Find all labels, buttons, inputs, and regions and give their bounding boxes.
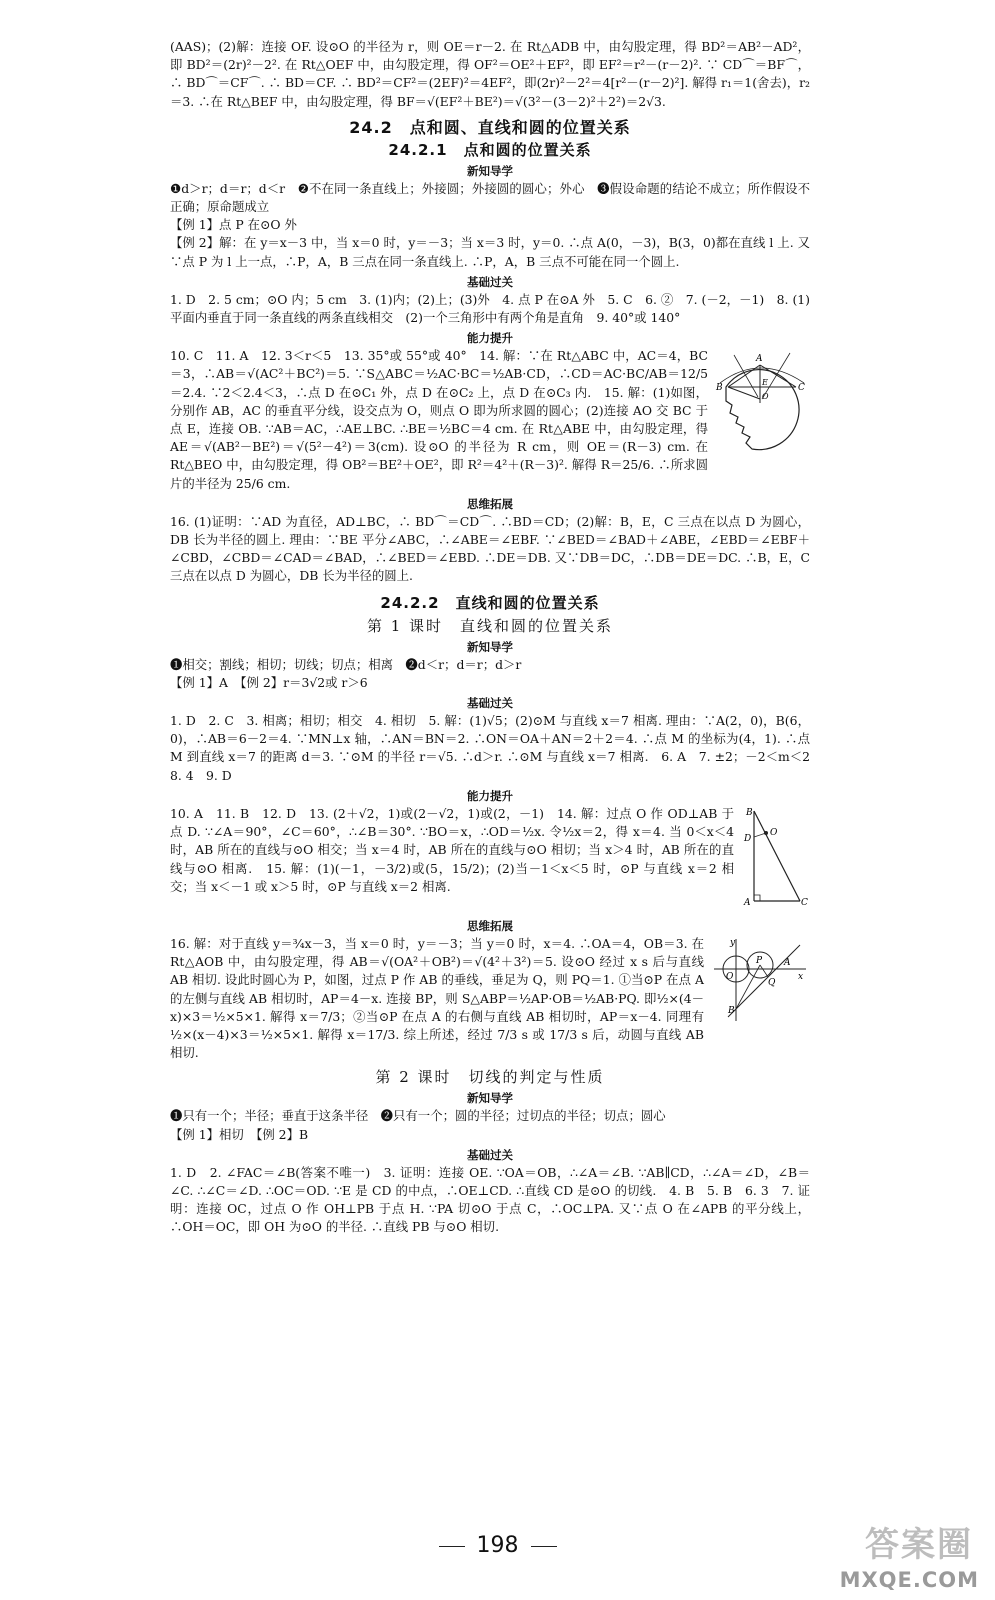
fig16-label-p: P — [756, 955, 763, 966]
fig14-label-b: B — [746, 807, 753, 818]
jcgg-answers: 1. D 2. 5 cm；⊙O 内；5 cm 3. (1)内；(2)上；(3)外 4. 点 P 在⊙A 外 5. C 6. ② 7. (－2，－1) 8. (1)平面内垂直于同一条直线的两条直线相交 (2)一个三角形中有两个角是直角 9. 40°或 140° — [170, 291, 810, 326]
heading-jcgg-3: 基础过关 — [467, 1147, 513, 1162]
heading-swtz: 思维拓展 — [467, 496, 513, 511]
fig16-label-x: x — [798, 971, 804, 982]
figure-q15-circle — [714, 347, 810, 459]
heading-jcgg: 基础过关 — [467, 274, 513, 289]
watermark-url: MXQE.COM — [839, 1568, 979, 1592]
swtz-wrap-2 — [170, 935, 810, 1062]
fig16-label-y: y — [730, 937, 736, 948]
jcgg-answers-2: 1. D 2. C 3. 相离；相切；相交 4. 相切 5. 解：(1)√5；(2)⊙M 与直线 x＝7 相离. 理由：∵A(2，0)，B(6，0)，∴AB＝6－2＝4. ∵MN⊥x 轴，∴AN＝BN＝2. ∴ON＝OA＋AN＝2＋2＝4. ∴点 M 的坐标为(4，1). ∴点 M 到直线 x＝7 的距离 d＝3. ∵⊙M 的半径 r＝√5. ∴d＞r. ∴⊙M 与直线 x＝7 相离. 6. A 7. ±2；－2＜m＜2 8. 4 9. D — [170, 713, 823, 783]
watermark-chinese: 答案圈 — [865, 1525, 973, 1565]
xzdx-answers: ❶d＞r；d＝r；d＜r ❷不在同一条直线上；外接圆；外接圆的圆心；外心 ❸假设命题的结论不成立；所作假设不正确；原命题成立 — [170, 180, 810, 215]
xzdx-answers-3: ❶只有一个；半径；垂直于这条半径 ❷只有一个；圆的半径；过切点的半径；切点；圆心 — [170, 1108, 666, 1124]
heading-xzdx-2: 新知导学 — [467, 639, 513, 654]
subsection-title-24-2-1: 24.2.1 点和圆的位置关系 — [388, 140, 592, 159]
nlts-answers: 10. C 11. A 12. 3＜r＜5 13. 35°或 55°或 40° 14. 解：∵在 Rt△ABC 中，AC＝4，BC＝3，∴AB＝√(AC²＋BC²)＝5. ∵S△ABC＝½AC·BC＝½AB·CD，∴CD＝AC·BC/AB＝12/5＝2.4. ∵2＜2.4＜3，∴点 D 在⊙C₁ 外，点 D 在⊙C₂ 上，点 D 在⊙C₃ 内. 15. 解：(1)如图，分别作 AB，AC 的垂直平分线，设交点为 O，则点 O 即为所求圆的圆心；(2)连接 AO 交 BC 于点 E，连接 OB. ∵AB＝AC，∴AE⊥BC. ∴BE＝½BC＝4 cm. 在 Rt△ABE 中，由勾股定理，得 AE＝√(AB²－BE²)＝√(5²－4²)＝3(cm). 设⊙O 的半径为 R cm，则 OE＝(R－3) cm. 在 Rt△BEO 中，由勾股定理，得 OB²＝BE²＋OE²，即 R²＝4²＋(R－3)². 解得 R＝25/6. ∴所求圆片的半径为 25/6 cm. — [170, 348, 708, 491]
lesson-2-title: 第 2 课时 切线的判定与性质 — [375, 1068, 605, 1087]
fig14-label-c: C — [801, 897, 808, 908]
fig14-label-d: D — [744, 833, 752, 844]
fig15-label-a: A — [756, 354, 763, 365]
fig16-label-q: Q — [768, 977, 776, 988]
figure-q16-coordinate — [710, 935, 810, 1025]
lesson-1-title: 第 1 课时 直线和圆的位置关系 — [366, 616, 614, 635]
fig16-label-a: A — [784, 957, 791, 968]
swtz-answers: 16. (1)证明：∵AD 为直径，AD⊥BC，∴ BD⌒＝CD⌒. ∴BD＝CD；(2)解：B，E，C 三点在以点 D 为圆心，DB 长为半径的圆上. 理由：∵BE 平分∠ABC，∴∠ABE＝∠EBF. ∵∠BED＝∠BAD＋∠ABE，∠EBD＝∠EBF＋∠CBD，∠CBD＝∠CAD＝∠BAD，∴∠BED＝∠EBD. ∴DE＝DB. 又∵DB＝DC，∴DB＝DE＝DC. ∴B，E，C 三点在以点 D 为圆心，DB 长为半径的圆上. — [170, 513, 810, 584]
heading-xzdx-3: 新知导学 — [467, 1091, 513, 1106]
example-1: 【例 1】点 P 在⊙O 外 — [170, 217, 297, 233]
figure-q14-triangle — [740, 805, 810, 915]
fig14-label-o: O — [770, 827, 778, 838]
answer-page — [170, 38, 823, 1237]
heading-jcgg-2: 基础过关 — [467, 696, 513, 711]
fig16-label-o: O — [726, 971, 734, 982]
page-number-dash-right — [531, 1546, 557, 1547]
heading-nlts-2: 能力提升 — [467, 788, 513, 803]
jcgg-answers-3: 1. D 2. ∠FAC＝∠B(答案不唯一) 3. 证明：连接 OE. ∵OA＝OB，∴∠A＝∠B. ∵AB∥CD，∴∠A＝∠D，∠B＝∠C. ∴∠C＝∠D. ∴OC＝OD. ∵E 是 CD 的中点，∴OE⊥CD. ∴直线 CD 是⊙O 的切线. 4. B 5. B 6. 3 7. 证明：连接 OC，过点 O 作 OH⊥PB 于点 H. ∵PA 切⊙O 于点 C，∴OC⊥PA. 又∵点 O 在∠APB 的平分线上，∴OH＝OC，即 OH 为⊙O 的半径. ∴直线 PB 与⊙O 相切. — [170, 1164, 810, 1235]
xzdx-answers-2: ❶相交；割线；相切；切线；切点；相离 ❷d＜r；d＝r；d＞r — [170, 656, 522, 672]
examples-3: 【例 1】相切 【例 2】B — [170, 1126, 309, 1142]
heading-swtz-2: 思维拓展 — [467, 918, 513, 933]
nlts-wrap-2 — [170, 805, 810, 915]
fig15-label-o: O — [762, 392, 769, 402]
swtz-answers-2: 16. 解：对于直线 y＝¾x－3，当 x＝0 时，y＝－3；当 y＝0 时，x＝4. ∴OA＝4，OB＝3. 在 Rt△AOB 中，由勾股定理，得 AB＝√(OA²＋OB²)＝√(4²＋3²)＝5. 设⊙O 经过 x s 后与直线 AB 相切. 设此时圆心为 P，如图，过点 P 作 AB 的垂线，垂足为 Q，则 PQ＝1. ①当⊙P 在点 A 的左侧与直线 AB 相切时，AP＝4－x. 连接 BP，则 S△ABP＝½AP·OB＝½AB·PQ. 即½×(4－x)×3＝½×5×1. 解得 x＝7/3；②当⊙P 在点 A 的右侧与直线 AB 相切时，AP＝x－4. 同理有½×(x－4)×3＝½×5×1. 解得 x＝17/3. 综上所述，经过 7/3 s 或 17/3 s 后，动圆与直线 AB 相切. — [170, 935, 704, 1061]
heading-nlts: 能力提升 — [467, 331, 513, 346]
nlts-answers-2: 10. A 11. B 12. D 13. (2＋√2，1)或(2－√2，1)或(2，－1) 14. 解：过点 O 作 OD⊥AB 于点 D. ∵∠A＝90°，∠C＝60°，∴∠B＝30°. ∵BO＝x，∴OD＝½x. 令½x＝2，得 x＝4. 当 0＜x＜4 时，AB 所在的直线与⊙O 相交；当 x＝4 时，AB 所在的直线与⊙O 相切；当 x＞4 时，AB 所在的直线与⊙O 相离. 15. 解：(1)(－1，－3/2)或(5，15/2)；(2)当－1＜x＜5 时，⊙P 与直线 x＝2 相交；当 x＜－1 或 x＞5 时，⊙P 与直线 x＝2 相离. — [170, 805, 734, 894]
fig15-label-e: E — [762, 378, 768, 388]
fig15-label-b: B — [716, 383, 723, 394]
example-2: 【例 2】解：在 y＝x－3 中，当 x＝0 时，y＝－3；当 x＝3 时，y＝0. ∴点 A(0，－3)，B(3，0)都在直线 l 上. 又∵点 P 为 l 上一点，∴P，A，B 三点在同一条直线上. ∴P，A，B 三点不可能在同一个圆上. — [170, 235, 810, 269]
fig16-label-b: B — [728, 1005, 735, 1016]
subsection-title-24-2-2: 24.2.2 直线和圆的位置关系 — [380, 593, 600, 612]
page-number-dash-left — [439, 1546, 465, 1547]
fig14-label-a: A — [744, 897, 751, 908]
examples-2: 【例 1】A 【例 2】r＝3√2或 r＞6 — [170, 674, 368, 690]
heading-xzdx: 新知导学 — [467, 163, 513, 178]
section-title-24-2: 24.2 点和圆、直线和圆的位置关系 — [349, 117, 631, 137]
page-number — [0, 1533, 995, 1558]
fig15-label-c: C — [798, 383, 805, 394]
top-answer-block: (AAS)；(2)解：连接 OF. 设⊙O 的半径为 r，则 OE＝r－2. 在 Rt△ADB 中，由勾股定理，得 BD²＝AB²－AD²，即 BD²＝(2r)²－2². 在 Rt△OEF 中，由勾股定理，得 OF²＝OE²＋EF²，即 EF²＝r²－(r－2)². ∵ CD⌒＝BF⌒，∴ BD⌒＝CF⌒. ∴ BD＝CF. ∴ BD²＝CF²＝(2EF)²＝4EF²，即(2r)²－2²＝4[r²－(r－2)²]. 解得 r₁＝1(舍去)，r₂＝3. ∴在 Rt△BEF 中，由勾股定理，得 BF＝√(EF²＋BE²)＝√(3²－(3－2)²＋2²)＝2√3. — [170, 39, 810, 109]
page-number-text: 198 — [476, 1533, 519, 1558]
nlts-wrap — [170, 347, 810, 493]
